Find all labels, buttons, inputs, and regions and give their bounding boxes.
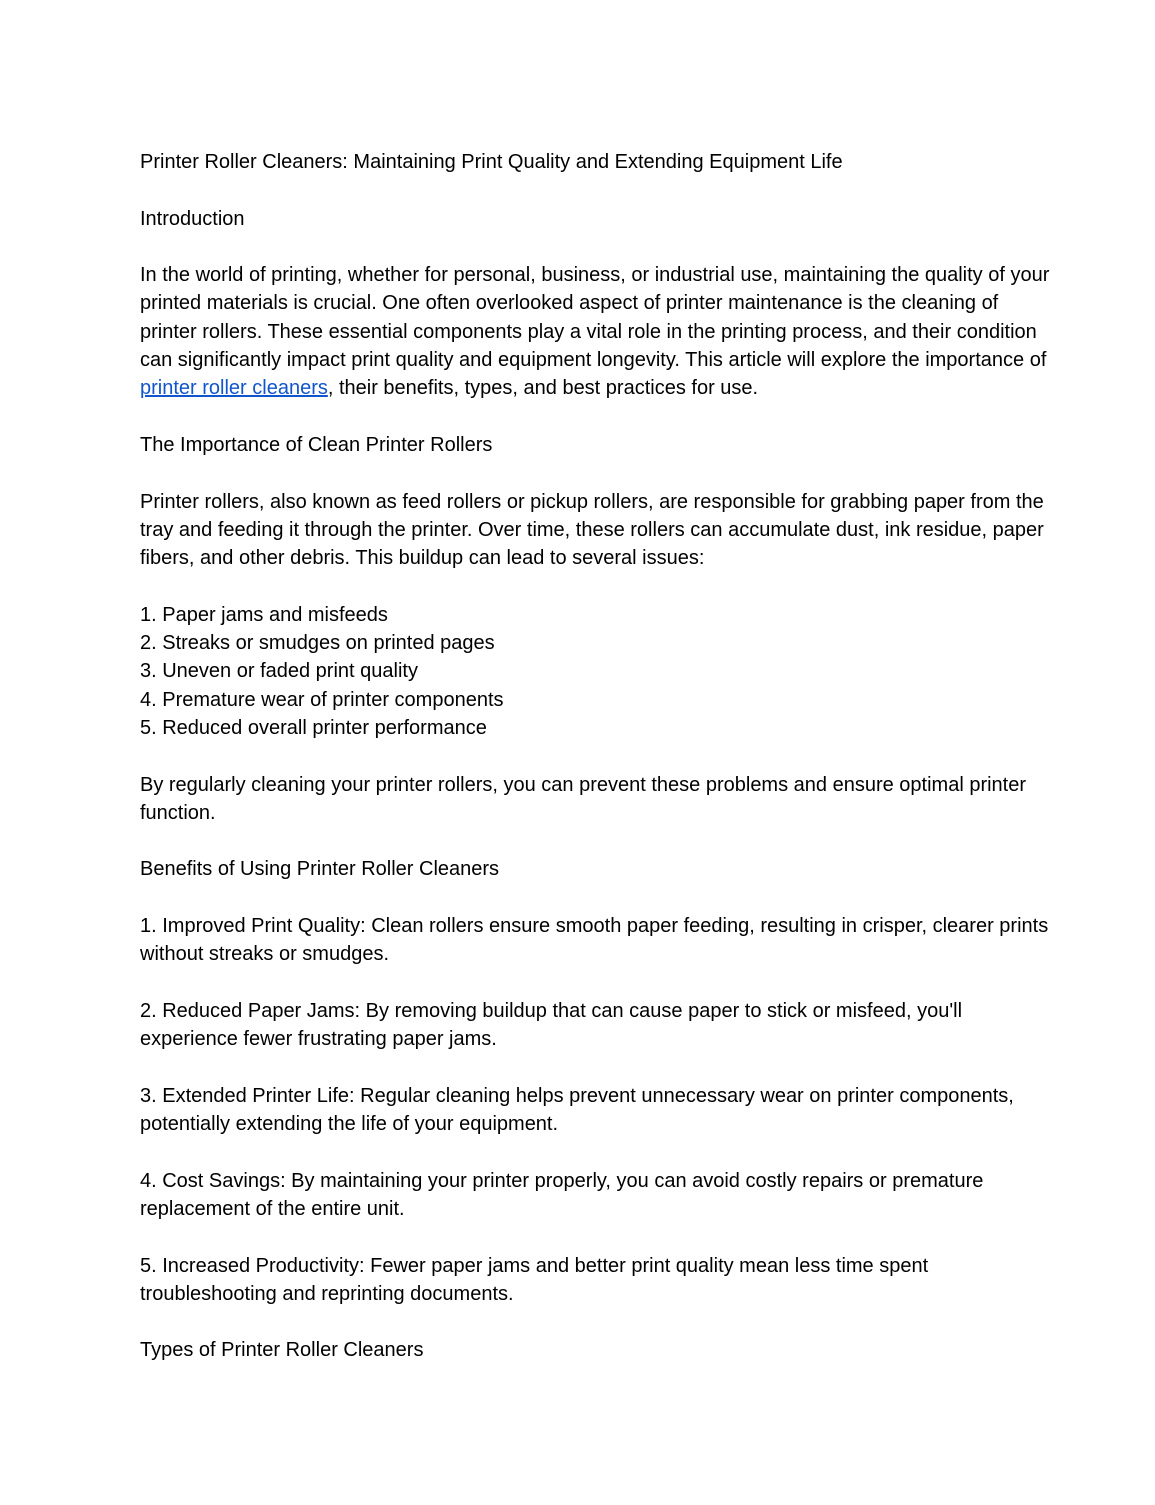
importance-conclusion: By regularly cleaning your printer rollers, you can prevent these problems and ensure optimal printer function. (140, 773, 1027, 824)
section-heading-benefits: Benefits of Using Printer Roller Cleaners (140, 858, 500, 881)
section-heading-importance: The Importance of Clean Printer Rollers (140, 433, 493, 456)
intro-text-after: , their benefits, types, and best practices for use. (327, 377, 759, 400)
section-heading-introduction: Introduction (140, 207, 245, 230)
list-item: 1. Paper jams and misfeeds (140, 603, 388, 626)
document-title: Printer Roller Cleaners: Maintaining Print Quality and Extending Equipment Life (140, 151, 843, 173)
intro-text-before: In the world of printing, whether for personal, business, or industrial use, maintaining the quality of your printed materials is crucial. One often overlooked aspect of printer maintenance is the cleaning of printer rollers. These essential components play a vital role in the printing process, and their condition can significantly impact print quality and equipment longevity. This article will explore the importance of (140, 264, 1050, 372)
importance-paragraph: Printer rollers, also known as feed rollers or pickup rollers, are responsible for grabbing paper from the tray and feeding it through the printer. Over time, these rollers can accumulate dust, ink residue, paper fibers, and other debris. This buildup can lead to several issues: (140, 490, 1044, 570)
benefit-paragraph: 5. Increased Productivity: Fewer paper jams and better print quality mean less time spent troubleshooting and reprinting documents. (140, 1254, 929, 1305)
document-page (140, 148, 1058, 1393)
section-heading-types: Types of Printer Roller Cleaners (140, 1339, 424, 1362)
benefit-paragraph: 1. Improved Print Quality: Clean rollers ensure smooth paper feeding, resulting in crisper, clearer prints without streaks or smudges. (140, 915, 1049, 966)
benefit-paragraph: 4. Cost Savings: By maintaining your printer properly, you can avoid costly repairs or premature replacement of the entire unit. (140, 1169, 984, 1220)
list-item: 4. Premature wear of printer components (140, 688, 504, 711)
issues-list (140, 601, 1058, 742)
benefit-paragraph: 3. Extended Printer Life: Regular cleaning helps prevent unnecessary wear on printer components, potentially extending the life of your equipment. (140, 1084, 1014, 1136)
list-item: 3. Uneven or faded print quality (140, 660, 418, 683)
list-item: 5. Reduced overall printer performance (140, 716, 487, 739)
list-item: 2. Streaks or smudges on printed pages (140, 632, 495, 655)
printer-roller-cleaners-link[interactable]: printer roller cleaners (140, 377, 328, 400)
intro-paragraph (140, 261, 1058, 402)
benefit-paragraph: 2. Reduced Paper Jams: By removing buildup that can cause paper to stick or misfeed, you'll experience fewer frustrating paper jams. (140, 999, 963, 1051)
